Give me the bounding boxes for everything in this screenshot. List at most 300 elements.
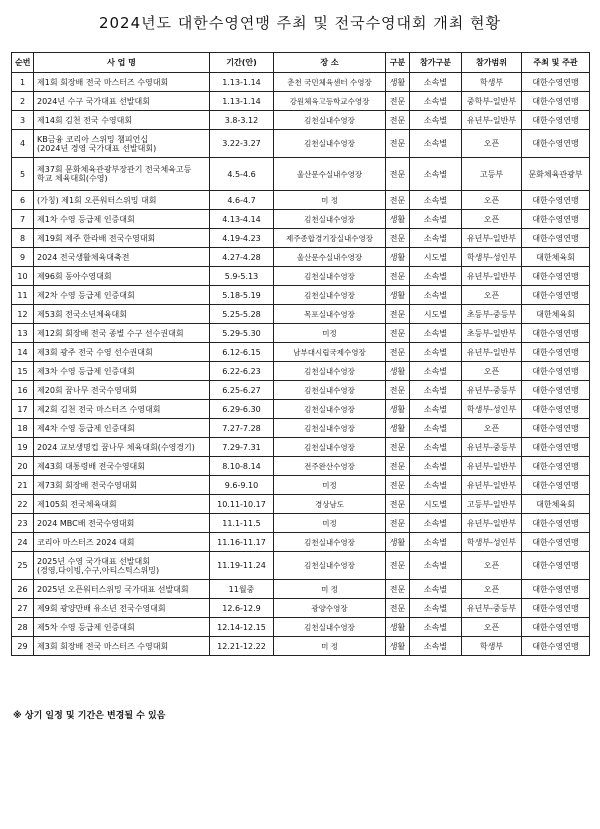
event-name-line: 2025년 오픈워터스위밍 국가대표 선발대회: [37, 584, 189, 594]
cell-name: [34, 495, 210, 514]
table-row: [12, 343, 590, 362]
cell-type: 전문: [386, 599, 410, 618]
cell-no: 21: [12, 476, 34, 495]
cell-type: 전문: [386, 457, 410, 476]
cell-venue: 전주완산수영장: [274, 457, 386, 476]
cell-venue: 김천실내수영장: [274, 438, 386, 457]
cell-type: 생활: [386, 533, 410, 552]
cell-name: [34, 514, 210, 533]
cell-entry: 소속별: [410, 324, 462, 343]
event-name-line: 2024년 수구 국가대표 선발대회: [37, 96, 150, 106]
cell-host: 대한수영연맹: [522, 457, 590, 476]
cell-entry: 소속별: [410, 552, 462, 580]
table-row: [12, 191, 590, 210]
cell-venue: 목포실내수영장: [274, 305, 386, 324]
table-row: [12, 111, 590, 130]
event-name-line: 제1차 수영 등급제 인증대회: [37, 214, 135, 224]
event-name-line: (경영,다이빙,수구,아티스틱스위밍): [37, 565, 160, 575]
event-name-line: 제96회 동아수영대회: [37, 271, 112, 281]
table-row: [12, 362, 590, 381]
cell-name: [34, 476, 210, 495]
cell-name: [34, 618, 210, 637]
cell-venue: 김천실내수영장: [274, 381, 386, 400]
cell-host: 대한수영연맹: [522, 580, 590, 599]
event-name-line: 제9회 광양만배 유소년 전국수영대회: [37, 603, 166, 613]
cell-no: 4: [12, 130, 34, 158]
cell-name: [34, 552, 210, 580]
cell-name: [34, 362, 210, 381]
cell-range: 오픈: [462, 286, 522, 305]
cell-range: 유년부-일반부: [462, 514, 522, 533]
cell-name: [34, 599, 210, 618]
cell-entry: 소속별: [410, 381, 462, 400]
cell-name: [34, 580, 210, 599]
cell-no: 9: [12, 248, 34, 267]
cell-venue: 제주종합경기장실내수영장: [274, 229, 386, 248]
cell-no: 2: [12, 92, 34, 111]
cell-type: 전문: [386, 130, 410, 158]
cell-entry: 소속별: [410, 476, 462, 495]
cell-range: 유년부-일반부: [462, 111, 522, 130]
cell-venue: 경상남도: [274, 495, 386, 514]
event-name-line: 2024 MBC배 전국수영대회: [37, 518, 135, 528]
cell-no: 25: [12, 552, 34, 580]
cell-entry: 소속별: [410, 637, 462, 656]
cell-name: [34, 438, 210, 457]
cell-name: [34, 130, 210, 158]
cell-entry: 소속별: [410, 92, 462, 111]
cell-entry: 소속별: [410, 130, 462, 158]
event-name-line: (2024년 경영 국가대표 선발대회): [37, 143, 157, 153]
cell-no: 13: [12, 324, 34, 343]
cell-host: 대한수영연맹: [522, 618, 590, 637]
event-name-line: KB금융 코리아 스위밍 챔피언십: [37, 134, 149, 144]
cell-venue: 춘천 국민체육센터 수영장: [274, 73, 386, 92]
cell-name: [34, 419, 210, 438]
cell-period: 12.14-12.15: [210, 618, 274, 637]
header-name: 사 업 명: [34, 53, 210, 73]
table-row: [12, 73, 590, 92]
cell-type: 생활: [386, 618, 410, 637]
table-row: [12, 324, 590, 343]
cell-venue: 김천실내수영장: [274, 362, 386, 381]
event-name-line: 2024 교보생명컵 꿈나무 체육대회(수영경기): [37, 442, 195, 452]
cell-no: 16: [12, 381, 34, 400]
header-range: 참가범위: [462, 53, 522, 73]
cell-no: 18: [12, 419, 34, 438]
cell-entry: 시도별: [410, 495, 462, 514]
cell-range: 학생부-성인부: [462, 248, 522, 267]
cell-no: 8: [12, 229, 34, 248]
event-name-line: 제3차 수영 등급제 인증대회: [37, 366, 135, 376]
cell-no: 15: [12, 362, 34, 381]
cell-venue: 강원체육고등학교수영장: [274, 92, 386, 111]
cell-host: 대한수영연맹: [522, 362, 590, 381]
cell-venue: 김천실내수영장: [274, 210, 386, 229]
cell-no: 3: [12, 111, 34, 130]
cell-host: 대한수영연맹: [522, 324, 590, 343]
cell-host: 대한수영연맹: [522, 438, 590, 457]
cell-venue: 김천실내수영장: [274, 552, 386, 580]
cell-host: 대한수영연맹: [522, 229, 590, 248]
cell-period: 10.11-10.17: [210, 495, 274, 514]
cell-host: 문화체육관광부: [522, 158, 590, 191]
table-row: [12, 495, 590, 514]
cell-period: 12.21-12.22: [210, 637, 274, 656]
cell-entry: 소속별: [410, 73, 462, 92]
cell-host: 대한수영연맹: [522, 514, 590, 533]
table-row: [12, 92, 590, 111]
cell-venue: 김천실내수영장: [274, 618, 386, 637]
cell-type: 전문: [386, 229, 410, 248]
cell-period: 5.9-5.13: [210, 267, 274, 286]
cell-entry: 시도별: [410, 305, 462, 324]
cell-name: [34, 286, 210, 305]
cell-period: 12.6-12.9: [210, 599, 274, 618]
cell-type: 전문: [386, 476, 410, 495]
cell-range: 유년부-중등부: [462, 381, 522, 400]
cell-venue: 미 정: [274, 191, 386, 210]
cell-entry: 소속별: [410, 438, 462, 457]
cell-name: [34, 381, 210, 400]
cell-name: [34, 533, 210, 552]
cell-name: [34, 267, 210, 286]
event-name-line: 제12회 회장배 전국 종별 수구 선수권대회: [37, 328, 184, 338]
cell-name: [34, 191, 210, 210]
cell-venue: 김천실내수영장: [274, 419, 386, 438]
cell-period: 3.8-3.12: [210, 111, 274, 130]
table-row: [12, 381, 590, 400]
cell-type: 생활: [386, 400, 410, 419]
page-title: 2024년도 대한수영연맹 주최 및 전국수영대회 개최 현황: [98, 14, 502, 32]
cell-no: 6: [12, 191, 34, 210]
cell-name: [34, 92, 210, 111]
cell-no: 17: [12, 400, 34, 419]
cell-venue: 미 정: [274, 580, 386, 599]
cell-type: 전문: [386, 267, 410, 286]
cell-venue: 김천실내수영장: [274, 111, 386, 130]
event-name-line: 제73회 회장배 전국수영대회: [37, 480, 138, 490]
cell-venue: 김천실내수영장: [274, 286, 386, 305]
cell-range: 오픈: [462, 419, 522, 438]
cell-period: 4.5-4.6: [210, 158, 274, 191]
table-row: [12, 286, 590, 305]
cell-type: 전문: [386, 438, 410, 457]
cell-no: 19: [12, 438, 34, 457]
cell-type: 생활: [386, 73, 410, 92]
cell-venue: 김천실내수영장: [274, 533, 386, 552]
event-name-line: 제3회 회장배 전국 마스터즈 수영대회: [37, 641, 169, 651]
cell-entry: 소속별: [410, 362, 462, 381]
cell-no: 29: [12, 637, 34, 656]
cell-host: 대한수영연맹: [522, 210, 590, 229]
cell-type: 전문: [386, 92, 410, 111]
cell-name: [34, 111, 210, 130]
cell-period: 7.29-7.31: [210, 438, 274, 457]
cell-range: 유년부-일반부: [462, 476, 522, 495]
cell-entry: 소속별: [410, 533, 462, 552]
event-name-line: 제43회 대통령배 전국수영대회: [37, 461, 146, 471]
cell-period: 6.29-6.30: [210, 400, 274, 419]
cell-type: 전문: [386, 324, 410, 343]
cell-no: 20: [12, 457, 34, 476]
table-row: [12, 599, 590, 618]
cell-type: 전문: [386, 111, 410, 130]
cell-host: 대한수영연맹: [522, 533, 590, 552]
cell-no: 5: [12, 158, 34, 191]
table-row: [12, 438, 590, 457]
cell-entry: 시도별: [410, 248, 462, 267]
header-period: 기간(안): [210, 53, 274, 73]
cell-type: 생활: [386, 419, 410, 438]
cell-range: 학생부-성인부: [462, 533, 522, 552]
cell-period: 5.29-5.30: [210, 324, 274, 343]
cell-name: [34, 324, 210, 343]
cell-range: 학생부: [462, 73, 522, 92]
table-row: [12, 457, 590, 476]
cell-range: 오픈: [462, 552, 522, 580]
table-row: [12, 229, 590, 248]
cell-range: 오픈: [462, 580, 522, 599]
cell-period: 1.13-1.14: [210, 73, 274, 92]
cell-range: 오픈: [462, 130, 522, 158]
cell-range: 오픈: [462, 362, 522, 381]
table-row: [12, 514, 590, 533]
cell-period: 5.25-5.28: [210, 305, 274, 324]
cell-entry: 소속별: [410, 400, 462, 419]
cell-entry: 소속별: [410, 111, 462, 130]
cell-period: 5.18-5.19: [210, 286, 274, 305]
event-name-line: 제4차 수영 등급제 인증대회: [37, 423, 135, 433]
table-row: [12, 552, 590, 580]
cell-period: 11.1-11.5: [210, 514, 274, 533]
cell-name: [34, 248, 210, 267]
cell-no: 14: [12, 343, 34, 362]
cell-type: 생활: [386, 637, 410, 656]
cell-entry: 소속별: [410, 210, 462, 229]
cell-host: 대한체육회: [522, 305, 590, 324]
table-row: [12, 476, 590, 495]
cell-name: [34, 400, 210, 419]
cell-range: 초등부-일반부: [462, 324, 522, 343]
event-name-line: 제53회 전국소년체육대회: [37, 309, 128, 319]
cell-entry: 소속별: [410, 229, 462, 248]
cell-type: 전문: [386, 343, 410, 362]
cell-type: 전문: [386, 158, 410, 191]
cell-entry: 소속별: [410, 286, 462, 305]
table-row: [12, 419, 590, 438]
cell-period: 8.10-8.14: [210, 457, 274, 476]
cell-host: 대한수영연맹: [522, 92, 590, 111]
cell-range: 고등부: [462, 158, 522, 191]
cell-type: 생활: [386, 362, 410, 381]
cell-entry: 소속별: [410, 599, 462, 618]
cell-name: [34, 158, 210, 191]
event-name-line: 학교 체육대회(수영): [37, 174, 108, 183]
cell-period: 9.6-9.10: [210, 476, 274, 495]
cell-range: 유년부-일반부: [462, 457, 522, 476]
cell-name: [34, 229, 210, 248]
cell-period: 7.27-7.28: [210, 419, 274, 438]
cell-range: 오픈: [462, 191, 522, 210]
cell-period: 4.13-4.14: [210, 210, 274, 229]
cell-entry: 소속별: [410, 457, 462, 476]
cell-type: 전문: [386, 305, 410, 324]
cell-entry: 소속별: [410, 191, 462, 210]
cell-type: 생활: [386, 248, 410, 267]
table-row: [12, 400, 590, 419]
cell-name: [34, 210, 210, 229]
cell-host: 대한체육회: [522, 495, 590, 514]
schedule-table: [11, 52, 590, 656]
cell-entry: 소속별: [410, 419, 462, 438]
table-row: [12, 305, 590, 324]
header-venue: 장 소: [274, 53, 386, 73]
cell-no: 22: [12, 495, 34, 514]
header-row: [12, 53, 590, 73]
cell-venue: 미정: [274, 514, 386, 533]
cell-period: 4.6-4.7: [210, 191, 274, 210]
cell-range: 유년부-중등부: [462, 438, 522, 457]
cell-entry: 소속별: [410, 343, 462, 362]
cell-venue: 미정: [274, 476, 386, 495]
cell-no: 27: [12, 599, 34, 618]
event-name-line: 코리아 마스터즈 2024 대회: [37, 537, 135, 547]
cell-host: 대한체육회: [522, 248, 590, 267]
cell-host: 대한수영연맹: [522, 73, 590, 92]
table-row: [12, 158, 590, 191]
table-row: [12, 210, 590, 229]
cell-host: 대한수영연맹: [522, 267, 590, 286]
cell-no: 1: [12, 73, 34, 92]
cell-no: 12: [12, 305, 34, 324]
cell-type: 생활: [386, 210, 410, 229]
cell-host: 대한수영연맹: [522, 381, 590, 400]
cell-range: 학생부: [462, 637, 522, 656]
cell-venue: 김천실내수영장: [274, 267, 386, 286]
cell-venue: 미 정: [274, 637, 386, 656]
cell-host: 대한수영연맹: [522, 637, 590, 656]
cell-name: [34, 73, 210, 92]
cell-period: 4.19-4.23: [210, 229, 274, 248]
table-row: [12, 533, 590, 552]
table-row: [12, 637, 590, 656]
cell-venue: 김천실내수영장: [274, 130, 386, 158]
cell-host: 대한수영연맹: [522, 400, 590, 419]
cell-range: 유년부-일반부: [462, 267, 522, 286]
cell-name: [34, 457, 210, 476]
table-row: [12, 267, 590, 286]
cell-range: 학생부-성인부: [462, 400, 522, 419]
cell-type: 생활: [386, 286, 410, 305]
cell-venue: 울산문수실내수영장: [274, 248, 386, 267]
cell-type: 전문: [386, 495, 410, 514]
cell-range: 유년부-일반부: [462, 343, 522, 362]
header-no: 순번: [12, 53, 34, 73]
cell-name: [34, 637, 210, 656]
cell-host: 대한수영연맹: [522, 343, 590, 362]
cell-period: 4.27-4.28: [210, 248, 274, 267]
cell-no: 24: [12, 533, 34, 552]
header-host: 주최 및 주관: [522, 53, 590, 73]
cell-host: 대한수영연맹: [522, 419, 590, 438]
cell-host: 대한수영연맹: [522, 552, 590, 580]
cell-period: 11월중: [210, 580, 274, 599]
event-name-line: (가칭) 제1회 오픈워터스위밍 대회: [37, 195, 157, 205]
cell-no: 10: [12, 267, 34, 286]
cell-venue: 미정: [274, 324, 386, 343]
cell-venue: 김천실내수영장: [274, 400, 386, 419]
table-row: [12, 248, 590, 267]
cell-no: 26: [12, 580, 34, 599]
cell-type: 전문: [386, 552, 410, 580]
cell-no: 23: [12, 514, 34, 533]
event-name-line: 제20회 꿈나무 전국수영대회: [37, 385, 138, 395]
footnote: ※ 상기 일정 및 기간은 변경될 수 있음: [13, 711, 166, 721]
cell-no: 28: [12, 618, 34, 637]
cell-range: 중학부-일반부: [462, 92, 522, 111]
event-name-line: 제2회 김천 전국 마스터즈 수영대회: [37, 404, 161, 414]
event-name-line: 제37회 문화체육관광부장관기 전국체육고등: [37, 165, 192, 174]
cell-venue: 광양수영장: [274, 599, 386, 618]
cell-no: 11: [12, 286, 34, 305]
cell-range: 유년부-중등부: [462, 599, 522, 618]
cell-range: 초등부-중등부: [462, 305, 522, 324]
cell-entry: 소속별: [410, 514, 462, 533]
header-type: 구분: [386, 53, 410, 73]
cell-type: 전문: [386, 514, 410, 533]
cell-entry: 소속별: [410, 158, 462, 191]
event-name-line: 제14회 김천 전국 수영대회: [37, 115, 133, 125]
cell-host: 대한수영연맹: [522, 111, 590, 130]
event-name-line: 2025년 수영 국가대표 선발대회: [37, 556, 150, 566]
cell-entry: 소속별: [410, 267, 462, 286]
cell-no: 7: [12, 210, 34, 229]
event-name-line: 제2차 수영 등급제 인증대회: [37, 290, 135, 300]
cell-type: 전문: [386, 381, 410, 400]
cell-entry: 소속별: [410, 580, 462, 599]
cell-period: 11.19-11.24: [210, 552, 274, 580]
cell-type: 전문: [386, 580, 410, 599]
cell-period: 1.13-1.14: [210, 92, 274, 111]
table-row: [12, 580, 590, 599]
cell-period: 6.22-6.23: [210, 362, 274, 381]
event-name-line: 제19회 제주 한라배 전국수영대회: [37, 233, 156, 243]
cell-period: 6.12-6.15: [210, 343, 274, 362]
cell-host: 대한수영연맹: [522, 599, 590, 618]
cell-venue: 울산문수실내수영장: [274, 158, 386, 191]
cell-period: 3.22-3.27: [210, 130, 274, 158]
cell-range: 오픈: [462, 210, 522, 229]
cell-host: 대한수영연맹: [522, 286, 590, 305]
cell-entry: 소속별: [410, 618, 462, 637]
cell-name: [34, 305, 210, 324]
cell-type: 전문: [386, 191, 410, 210]
event-name-line: 제3회 광주 전국 수영 선수권대회: [37, 347, 153, 357]
cell-host: 대한수영연맹: [522, 476, 590, 495]
cell-venue: 남부대시립국제수영장: [274, 343, 386, 362]
cell-range: 유년부-일반부: [462, 229, 522, 248]
cell-period: 11.16-11.17: [210, 533, 274, 552]
cell-name: [34, 343, 210, 362]
table-row: [12, 618, 590, 637]
cell-range: 고등부-일반부: [462, 495, 522, 514]
event-name-line: 제1회 회장배 전국 마스터즈 수영대회: [37, 77, 169, 87]
event-name-line: 제5차 수영 등급제 인증대회: [37, 622, 135, 632]
cell-range: 오픈: [462, 618, 522, 637]
header-entry: 참가구분: [410, 53, 462, 73]
cell-period: 6.25-6.27: [210, 381, 274, 400]
